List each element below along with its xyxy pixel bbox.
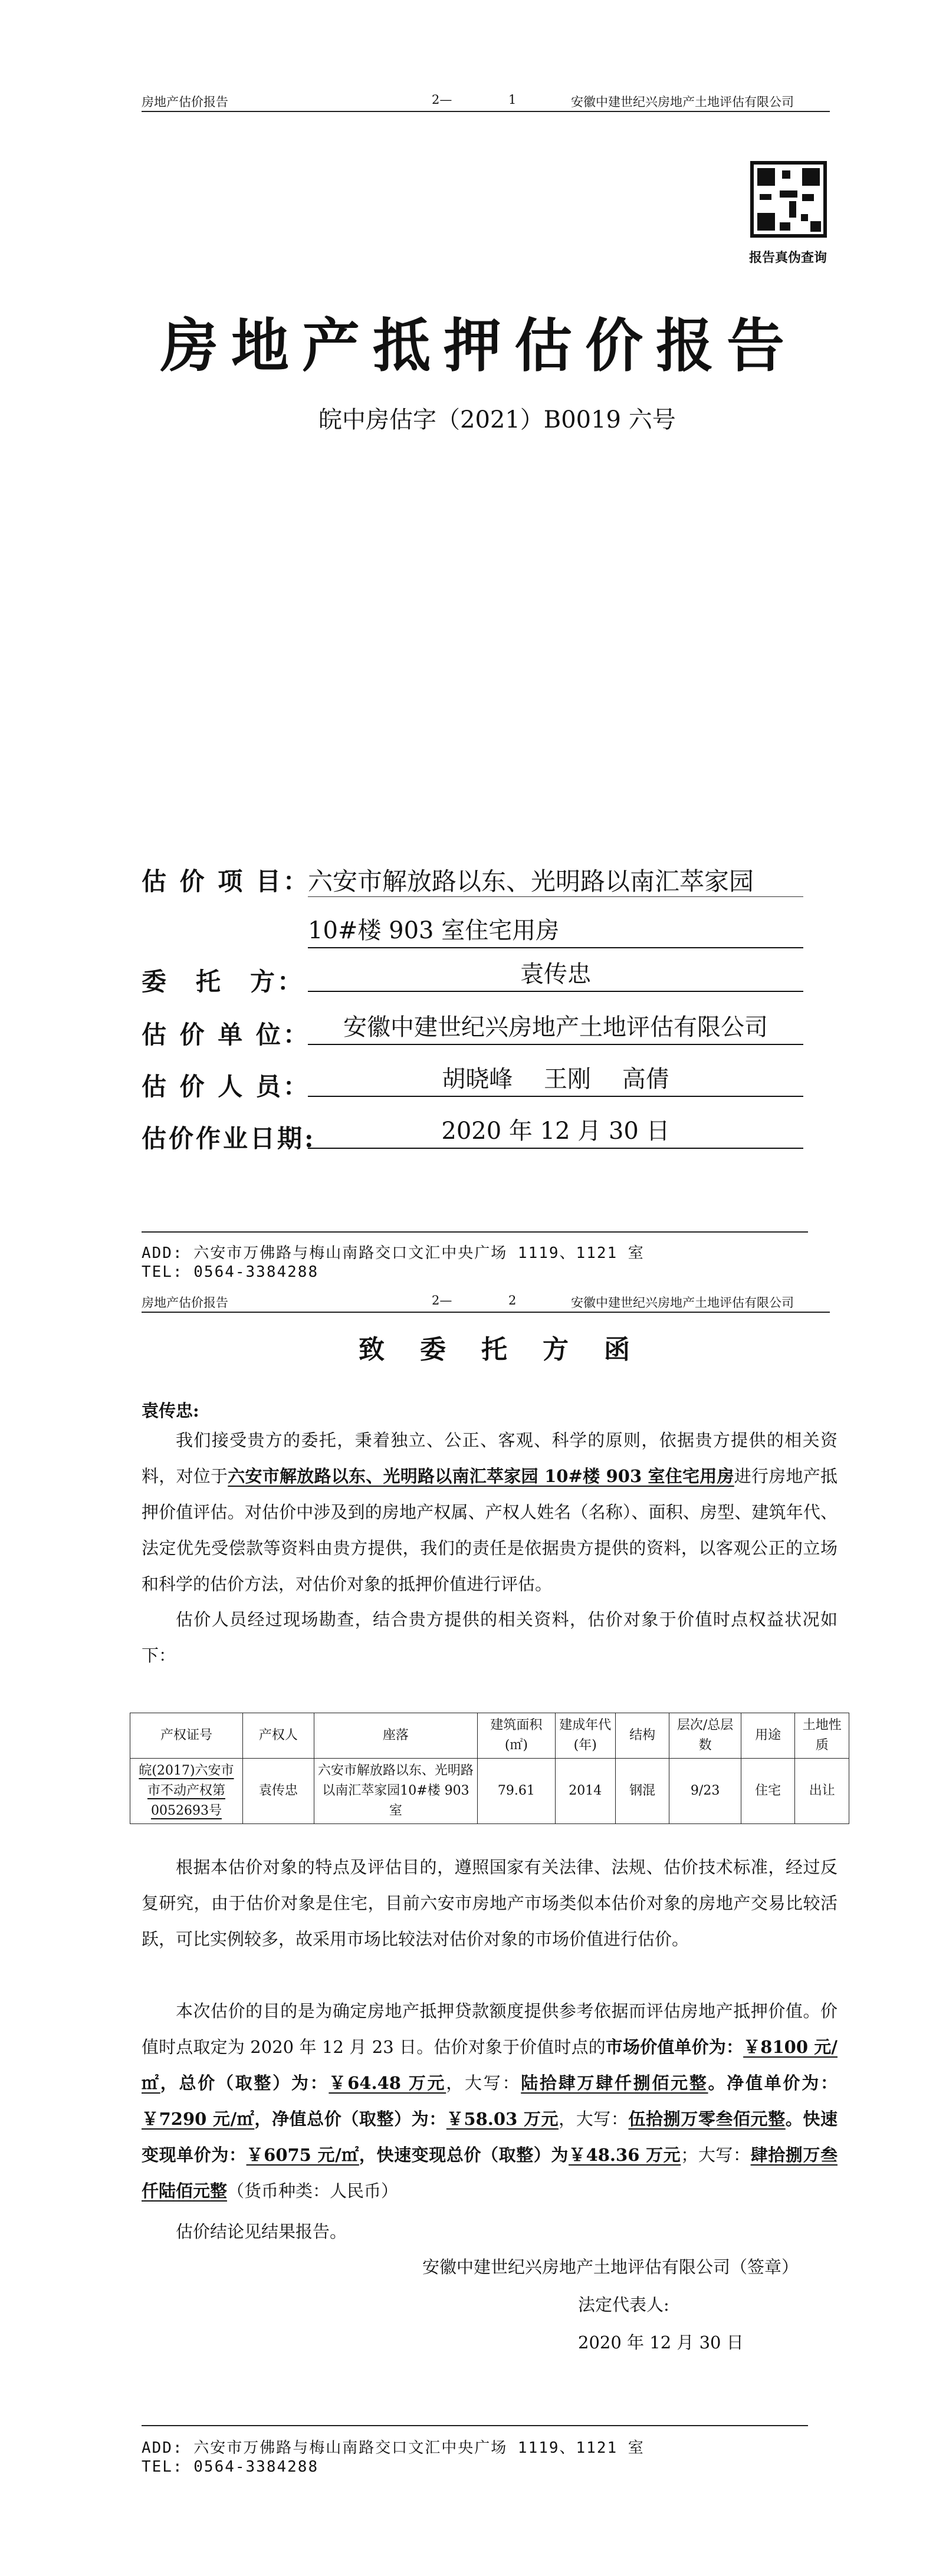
project-value-line1: 六安市解放路以东、光明路以南汇萃家园 (308, 867, 754, 896)
col-header: 产权人 (242, 1713, 314, 1759)
cell-area: 79.61 (478, 1759, 556, 1824)
market-total-words: 陆拾肆万肆仟捌佰元整 (521, 2073, 708, 2093)
footer-rule (142, 1231, 808, 1233)
cell-structure: 钢混 (615, 1759, 669, 1824)
paragraph-entrustment (142, 1422, 838, 1602)
p4-text: ，大写： (446, 2073, 521, 2093)
col-header: 建成年代(年) (555, 1713, 615, 1759)
footer-address: ADD: 六安市万佛路与梅山南路交口文汇中央广场 1119、1121 室 (142, 2439, 645, 2457)
header-left: 房地产估价报告 (142, 1296, 228, 1310)
qr-caption: 报告真伪查询 (749, 250, 827, 265)
p4-text: （货币种类：人民币） (227, 2181, 399, 2201)
header-rule (142, 1312, 830, 1313)
cell-land-type: 出让 (795, 1759, 849, 1824)
p4-label: ，总价（取整）为： (160, 2073, 329, 2093)
col-header: 建筑面积(㎡) (478, 1713, 556, 1759)
p4-label: 。净值单价为： (708, 2073, 838, 2093)
col-header: 结构 (615, 1713, 669, 1759)
p4-label: ，净值总价（取整）为： (254, 2109, 446, 2129)
cell-use: 住宅 (741, 1759, 795, 1824)
p1-text-a: 我们接受贵方的委托，秉着独立、公正、客观、科学的原则，依据贵方提供的相关资料，对位于 (142, 1430, 838, 1486)
cell-certificate: 皖(2017)六安市市不动产权第0052693号 (130, 1759, 243, 1824)
footer-address: ADD: 六安市万佛路与梅山南路交口文汇中央广场 1119、1121 室 (142, 1244, 645, 1262)
org-label: 估 价 单 位： (142, 1020, 310, 1049)
rights-table (130, 1713, 849, 1824)
p1-text-c: 进行房地产抵押价值评估。对估价中涉及到的房地产权属、产权人姓名（名称）、面积、房型、建筑年代、法定优先受偿款等资料由贵方提供，我们的责任是依据贵方提供的资料，以客观公正的立场和科学的估价方法，对估价对象的抵押价值进行评估。 (142, 1466, 838, 1594)
salutation: 袁传忠: (142, 1401, 199, 1421)
report-title: 房地产抵押估价报告 (160, 312, 798, 380)
paragraph-see-report: 估价结论见结果报告。 (176, 2222, 347, 2242)
p4-text: 本次估价的目的是为确定房地产抵押贷款额度提供参考依据而评估房地产抵押价值。价值时点取定为 2020 年 12 月 23 日。估价对象于价值时点的 (142, 2001, 838, 2057)
valuers-value: 胡晓峰 王刚 高倩 (308, 1063, 803, 1097)
header-middle: 2— (432, 93, 452, 107)
table-row (130, 1759, 849, 1824)
col-header: 土地性质 (795, 1713, 849, 1759)
letter-title: 致委托方函 (359, 1335, 665, 1365)
project-value-line2: 10#楼 903 室住宅用房 (308, 914, 803, 948)
footer-rule (142, 2425, 808, 2426)
qr-code-icon[interactable] (750, 161, 827, 238)
col-header: 产权证号 (130, 1713, 243, 1759)
property-address: 六安市解放路以东、光明路以南汇萃家园 10#楼 903 室住宅用房 (228, 1466, 734, 1486)
document-number: 皖中房估字（2021）B0019 六号 (318, 406, 676, 433)
paragraph-survey: 估价人员经过现场勘查，结合贵方提供的相关资料，估价对象于价值时点权益状况如下： (142, 1609, 838, 1665)
cell-owner: 袁传忠 (242, 1759, 314, 1824)
header-right: 安徽中建世纪兴房地产土地评估有限公司 (571, 1296, 794, 1310)
p4-text: ；大写： (681, 2145, 751, 2165)
market-unit-price: ￥8100 元/㎡ (142, 2037, 838, 2093)
quick-total-words: 肆拾捌万叁仟陆佰元整 (142, 2145, 838, 2201)
valuers-label: 估 价 人 员： (142, 1072, 310, 1101)
client-value: 袁传忠 (308, 958, 803, 992)
date-label: 估价作业日期: (142, 1124, 316, 1153)
market-total-price: ￥64.48 万元 (329, 2073, 446, 2093)
footer-tel: TEL: 0564-3384288 (142, 1263, 319, 1281)
col-header: 用途 (741, 1713, 795, 1759)
net-total-price: ￥58.03 万元 (446, 2109, 559, 2129)
p4-label: ，快速变现总价（取整）为 (359, 2145, 569, 2165)
p4-text: ，大写： (559, 2109, 629, 2129)
header-right: 安徽中建世纪兴房地产土地评估有限公司 (571, 95, 794, 109)
table-header-row (130, 1713, 849, 1759)
quick-unit-price: ￥6075 元/㎡ (246, 2145, 359, 2165)
cell-location: 六安市解放路以东、光明路以南汇萃家园10#楼 903 室 (314, 1759, 477, 1824)
quick-total-price: ￥48.36 万元 (568, 2145, 681, 2165)
footer-tel: TEL: 0564-3384288 (142, 2458, 319, 2476)
cell-floor: 9/23 (669, 1759, 741, 1824)
paragraph-method: 根据本估价对象的特点及评估目的，遵照国家有关法律、法规、估价技术标准，经过反复研究，由于估价对象是住宅，目前六安市房地产市场类似本估价对象的房地产交易比较活跃，可比实例较多，故采用市场比较法对估价对象的市场价值进行估价。 (142, 1857, 838, 1949)
header-rule (142, 111, 830, 112)
signature-company: 安徽中建世纪兴房地产土地评估有限公司（签章） (422, 2257, 799, 2277)
header-page-number: 2 (508, 1293, 517, 1307)
cell-year: 2014 (555, 1759, 615, 1824)
col-header: 层次/总层数 (669, 1713, 741, 1759)
header-left: 房地产估价报告 (142, 95, 228, 109)
client-label: 委 托 方： (142, 967, 305, 996)
header-page-number: 1 (508, 93, 517, 107)
p4-label: 市场价值单价为： (605, 2037, 744, 2057)
signature-date: 2020 年 12 月 30 日 (578, 2332, 744, 2352)
p4-label: 。快速变现单价为： (142, 2109, 838, 2165)
date-value: 2020 年 12 月 30 日 (308, 1115, 803, 1149)
signature-representative: 法定代表人: (578, 2295, 669, 2315)
col-header: 座落 (314, 1713, 477, 1759)
net-total-words: 伍拾捌万零叁佰元整 (628, 2109, 786, 2129)
project-label: 估 价 项 目： (142, 867, 310, 896)
paragraph-conclusion (142, 1993, 838, 2209)
net-unit-price: ￥7290 元/㎡ (142, 2109, 255, 2129)
header-middle: 2— (432, 1293, 452, 1307)
org-value: 安徽中建世纪兴房地产土地评估有限公司 (308, 1011, 803, 1045)
